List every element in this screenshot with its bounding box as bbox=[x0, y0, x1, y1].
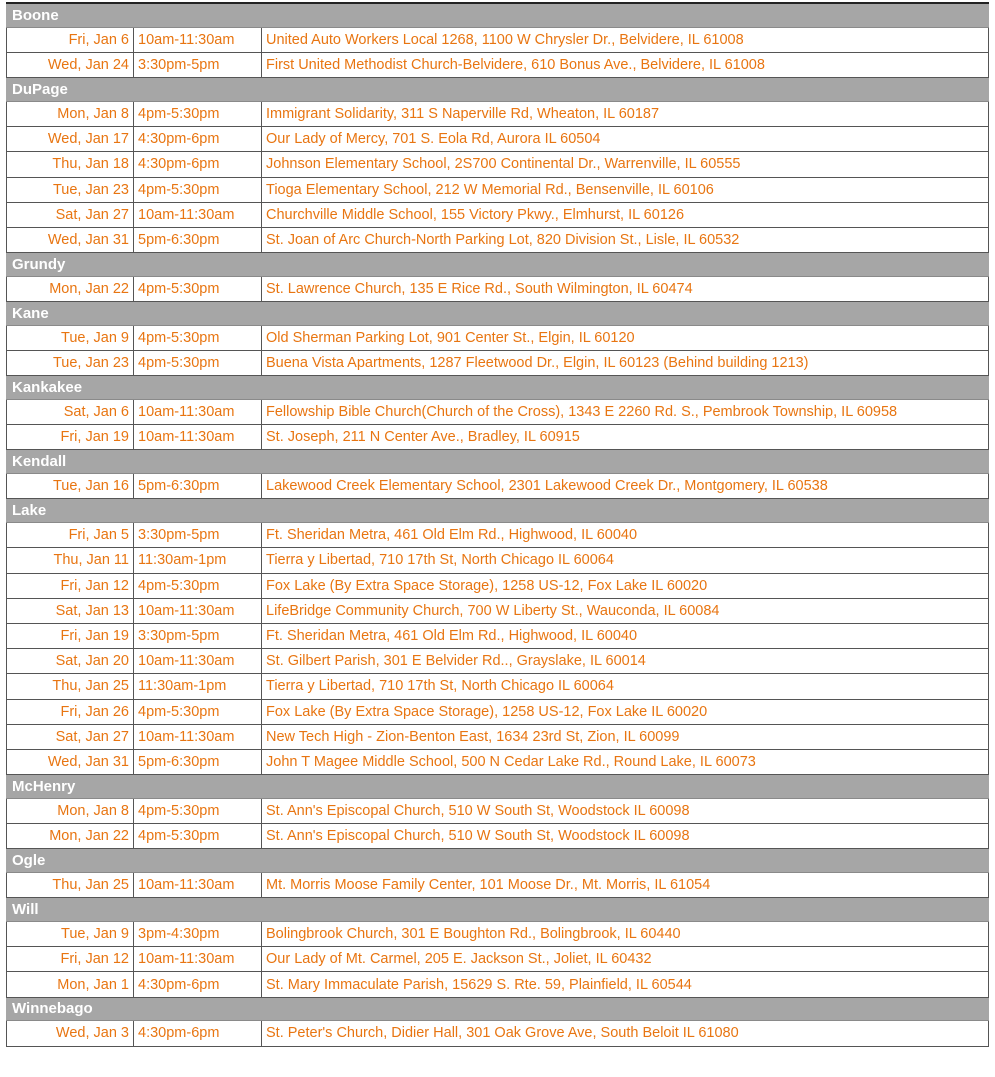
county-name: Ogle bbox=[12, 852, 46, 870]
event-date: Tue, Jan 9 bbox=[7, 326, 134, 350]
event-location: Lakewood Creek Elementary School, 2301 Lakewood Creek Dr., Montgomery, IL 60538 bbox=[266, 478, 828, 495]
event-date: Mon, Jan 22 bbox=[7, 277, 134, 301]
table-row bbox=[6, 750, 989, 775]
event-date: Wed, Jan 3 bbox=[7, 1021, 134, 1045]
event-date: Thu, Jan 11 bbox=[7, 548, 134, 572]
event-time: 4pm-5:30pm bbox=[134, 102, 262, 126]
table-row bbox=[6, 873, 989, 898]
event-time: 4:30pm-6pm bbox=[134, 972, 262, 996]
event-location: John T Magee Middle School, 500 N Cedar Lake Rd., Round Lake, IL 60073 bbox=[266, 753, 756, 770]
event-location: Mt. Morris Moose Family Center, 101 Moose Dr., Mt. Morris, IL 61054 bbox=[266, 877, 711, 894]
table-row bbox=[6, 326, 989, 351]
event-location: St. Ann's Episcopal Church, 510 W South St, Woodstock IL 60098 bbox=[266, 828, 690, 845]
county-name: Kendall bbox=[12, 453, 67, 471]
county-header bbox=[6, 450, 989, 474]
county-header bbox=[6, 775, 989, 799]
event-location: First United Methodist Church-Belvidere, 610 Bonus Ave., Belvidere, IL 61008 bbox=[266, 57, 765, 74]
table-row bbox=[6, 649, 989, 674]
event-time: 4pm-5:30pm bbox=[134, 824, 262, 848]
event-time: 4pm-5:30pm bbox=[134, 574, 262, 598]
table-row bbox=[6, 725, 989, 750]
event-location: United Auto Workers Local 1268, 1100 W Chrysler Dr., Belvidere, IL 61008 bbox=[266, 31, 744, 48]
event-location: Our Lady of Mercy, 701 S. Eola Rd, Aurora IL 60504 bbox=[266, 131, 601, 148]
event-date: Fri, Jan 6 bbox=[7, 28, 134, 52]
table-row bbox=[6, 922, 989, 947]
event-date: Tue, Jan 16 bbox=[7, 474, 134, 498]
event-location: Tierra y Libertad, 710 17th St, North Chicago IL 60064 bbox=[266, 552, 614, 569]
event-location: Our Lady of Mt. Carmel, 205 E. Jackson St., Joliet, IL 60432 bbox=[266, 951, 652, 968]
event-location: Ft. Sheridan Metra, 461 Old Elm Rd., Highwood, IL 60040 bbox=[266, 527, 638, 544]
event-location: Fellowship Bible Church(Church of the Cross), 1343 E 2260 Rd. S., Pembrook Township, IL 60958 bbox=[266, 404, 898, 421]
event-time: 3pm-4:30pm bbox=[134, 922, 262, 946]
table-row bbox=[6, 277, 989, 302]
event-location: LifeBridge Community Church, 700 W Liberty St., Wauconda, IL 60084 bbox=[266, 602, 720, 619]
county-header bbox=[6, 78, 989, 102]
event-location: St. Mary Immaculate Parish, 15629 S. Rte. 59, Plainfield, IL 60544 bbox=[266, 976, 692, 993]
event-date: Sat, Jan 13 bbox=[7, 599, 134, 623]
event-time: 5pm-6:30pm bbox=[134, 750, 262, 774]
event-location: St. Gilbert Parish, 301 E Belvider Rd.., Grayslake, IL 60014 bbox=[266, 653, 646, 670]
county-name: Will bbox=[12, 901, 39, 919]
event-time: 4pm-5:30pm bbox=[134, 178, 262, 202]
event-date: Mon, Jan 8 bbox=[7, 799, 134, 823]
event-date: Sat, Jan 20 bbox=[7, 649, 134, 673]
event-date: Wed, Jan 17 bbox=[7, 127, 134, 151]
event-time: 3:30pm-5pm bbox=[134, 53, 262, 77]
table-row bbox=[6, 1021, 989, 1046]
event-date: Fri, Jan 5 bbox=[7, 523, 134, 547]
county-name: Winnebago bbox=[12, 1000, 93, 1018]
event-time: 10am-11:30am bbox=[134, 947, 262, 971]
table-row bbox=[6, 400, 989, 425]
table-row bbox=[6, 574, 989, 599]
event-time: 3:30pm-5pm bbox=[134, 624, 262, 648]
event-time: 4:30pm-6pm bbox=[134, 127, 262, 151]
event-time: 4pm-5:30pm bbox=[134, 700, 262, 724]
event-date: Thu, Jan 25 bbox=[7, 674, 134, 698]
table-row bbox=[6, 28, 989, 53]
event-date: Tue, Jan 23 bbox=[7, 351, 134, 375]
event-date: Wed, Jan 31 bbox=[7, 750, 134, 774]
county-name: Lake bbox=[12, 502, 47, 520]
table-row bbox=[6, 425, 989, 450]
county-name: Boone bbox=[12, 6, 59, 24]
event-location: Johnson Elementary School, 2S700 Continental Dr., Warrenville, IL 60555 bbox=[266, 156, 741, 173]
event-date: Thu, Jan 18 bbox=[7, 152, 134, 176]
event-date: Wed, Jan 24 bbox=[7, 53, 134, 77]
event-time: 11:30am-1pm bbox=[134, 548, 262, 572]
event-time: 4pm-5:30pm bbox=[134, 351, 262, 375]
table-row bbox=[6, 152, 989, 177]
event-time: 10am-11:30am bbox=[134, 203, 262, 227]
event-location: Old Sherman Parking Lot, 901 Center St., Elgin, IL 60120 bbox=[266, 329, 635, 346]
county-header bbox=[6, 302, 989, 326]
event-date: Fri, Jan 19 bbox=[7, 624, 134, 648]
table-row bbox=[6, 178, 989, 203]
event-location: St. Joan of Arc Church-North Parking Lot, 820 Division St., Lisle, IL 60532 bbox=[266, 232, 740, 248]
table-row bbox=[6, 824, 989, 849]
event-date: Fri, Jan 26 bbox=[7, 700, 134, 724]
event-time: 3:30pm-5pm bbox=[134, 523, 262, 547]
table-row bbox=[6, 53, 989, 78]
event-date: Sat, Jan 27 bbox=[7, 725, 134, 749]
event-time: 4pm-5:30pm bbox=[134, 799, 262, 823]
event-time: 10am-11:30am bbox=[134, 28, 262, 52]
event-location: Fox Lake (By Extra Space Storage), 1258 US-12, Fox Lake IL 60020 bbox=[266, 577, 708, 594]
event-location: New Tech High - Zion-Benton East, 1634 23rd St, Zion, IL 60099 bbox=[266, 728, 680, 745]
event-location: Tioga Elementary School, 212 W Memorial Rd., Bensenville, IL 60106 bbox=[266, 181, 714, 198]
table-row bbox=[6, 700, 989, 725]
table-row bbox=[6, 599, 989, 624]
event-time: 5pm-6:30pm bbox=[134, 474, 262, 498]
table-row bbox=[6, 203, 989, 228]
county-name: Kane bbox=[12, 304, 49, 322]
event-date: Mon, Jan 1 bbox=[7, 972, 134, 996]
table-row bbox=[6, 351, 989, 376]
event-time: 4:30pm-6pm bbox=[134, 1021, 262, 1045]
event-time: 10am-11:30am bbox=[134, 400, 262, 424]
event-location: Churchville Middle School, 155 Victory Pkwy., Elmhurst, IL 60126 bbox=[266, 206, 685, 223]
event-time: 4pm-5:30pm bbox=[134, 277, 262, 301]
table-row bbox=[6, 972, 989, 997]
event-location: St. Ann's Episcopal Church, 510 W South St, Woodstock IL 60098 bbox=[266, 802, 690, 819]
table-row bbox=[6, 127, 989, 152]
event-time: 10am-11:30am bbox=[134, 873, 262, 897]
event-location: St. Lawrence Church, 135 E Rice Rd., South Wilmington, IL 60474 bbox=[266, 280, 693, 297]
table-row bbox=[6, 674, 989, 699]
event-location: Ft. Sheridan Metra, 461 Old Elm Rd., Highwood, IL 60040 bbox=[266, 628, 638, 645]
event-location: Fox Lake (By Extra Space Storage), 1258 US-12, Fox Lake IL 60020 bbox=[266, 703, 708, 720]
county-name: Grundy bbox=[12, 255, 66, 273]
table-row bbox=[6, 474, 989, 499]
county-header bbox=[6, 4, 989, 28]
county-header bbox=[6, 998, 989, 1022]
event-location: Immigrant Solidarity, 311 S Naperville Rd, Wheaton, IL 60187 bbox=[266, 106, 660, 123]
event-date: Sat, Jan 27 bbox=[7, 203, 134, 227]
event-date: Fri, Jan 12 bbox=[7, 574, 134, 598]
event-location: St. Peter's Church, Didier Hall, 301 Oak Grove Ave, South Beloit IL 61080 bbox=[266, 1025, 739, 1042]
event-date: Mon, Jan 22 bbox=[7, 824, 134, 848]
table-row bbox=[6, 548, 989, 573]
event-date: Tue, Jan 23 bbox=[7, 178, 134, 202]
event-time: 4:30pm-6pm bbox=[134, 152, 262, 176]
event-time: 4pm-5:30pm bbox=[134, 326, 262, 350]
event-location: Tierra y Libertad, 710 17th St, North Chicago IL 60064 bbox=[266, 678, 614, 695]
event-time: 10am-11:30am bbox=[134, 425, 262, 449]
county-name: DuPage bbox=[12, 81, 68, 99]
event-date: Tue, Jan 9 bbox=[7, 922, 134, 946]
county-header bbox=[6, 898, 989, 922]
event-location: Buena Vista Apartments, 1287 Fleetwood Dr., Elgin, IL 60123 (Behind building 1213) bbox=[266, 355, 809, 372]
county-header bbox=[6, 849, 989, 873]
table-row bbox=[6, 523, 989, 548]
event-date: Thu, Jan 25 bbox=[7, 873, 134, 897]
table-row bbox=[6, 624, 989, 649]
event-location: St. Joseph, 211 N Center Ave., Bradley, IL 60915 bbox=[266, 429, 580, 446]
event-date: Sat, Jan 6 bbox=[7, 400, 134, 424]
event-time: 10am-11:30am bbox=[134, 599, 262, 623]
schedule-table bbox=[6, 2, 989, 1047]
event-time: 10am-11:30am bbox=[134, 725, 262, 749]
event-time: 10am-11:30am bbox=[134, 649, 262, 673]
table-row bbox=[6, 228, 989, 253]
county-header bbox=[6, 499, 989, 523]
event-date: Mon, Jan 8 bbox=[7, 102, 134, 126]
event-date: Wed, Jan 31 bbox=[7, 228, 134, 252]
event-time: 5pm-6:30pm bbox=[134, 228, 262, 252]
table-row bbox=[6, 799, 989, 824]
county-name: McHenry bbox=[12, 777, 76, 795]
event-location: Bolingbrook Church, 301 E Boughton Rd., Bolingbrook, IL 60440 bbox=[266, 926, 681, 943]
event-time: 11:30am-1pm bbox=[134, 674, 262, 698]
county-name: Kankakee bbox=[12, 379, 83, 397]
event-date: Fri, Jan 12 bbox=[7, 947, 134, 971]
county-header bbox=[6, 376, 989, 400]
event-date: Fri, Jan 19 bbox=[7, 425, 134, 449]
table-row bbox=[6, 947, 989, 972]
county-header bbox=[6, 253, 989, 277]
table-row bbox=[6, 102, 989, 127]
